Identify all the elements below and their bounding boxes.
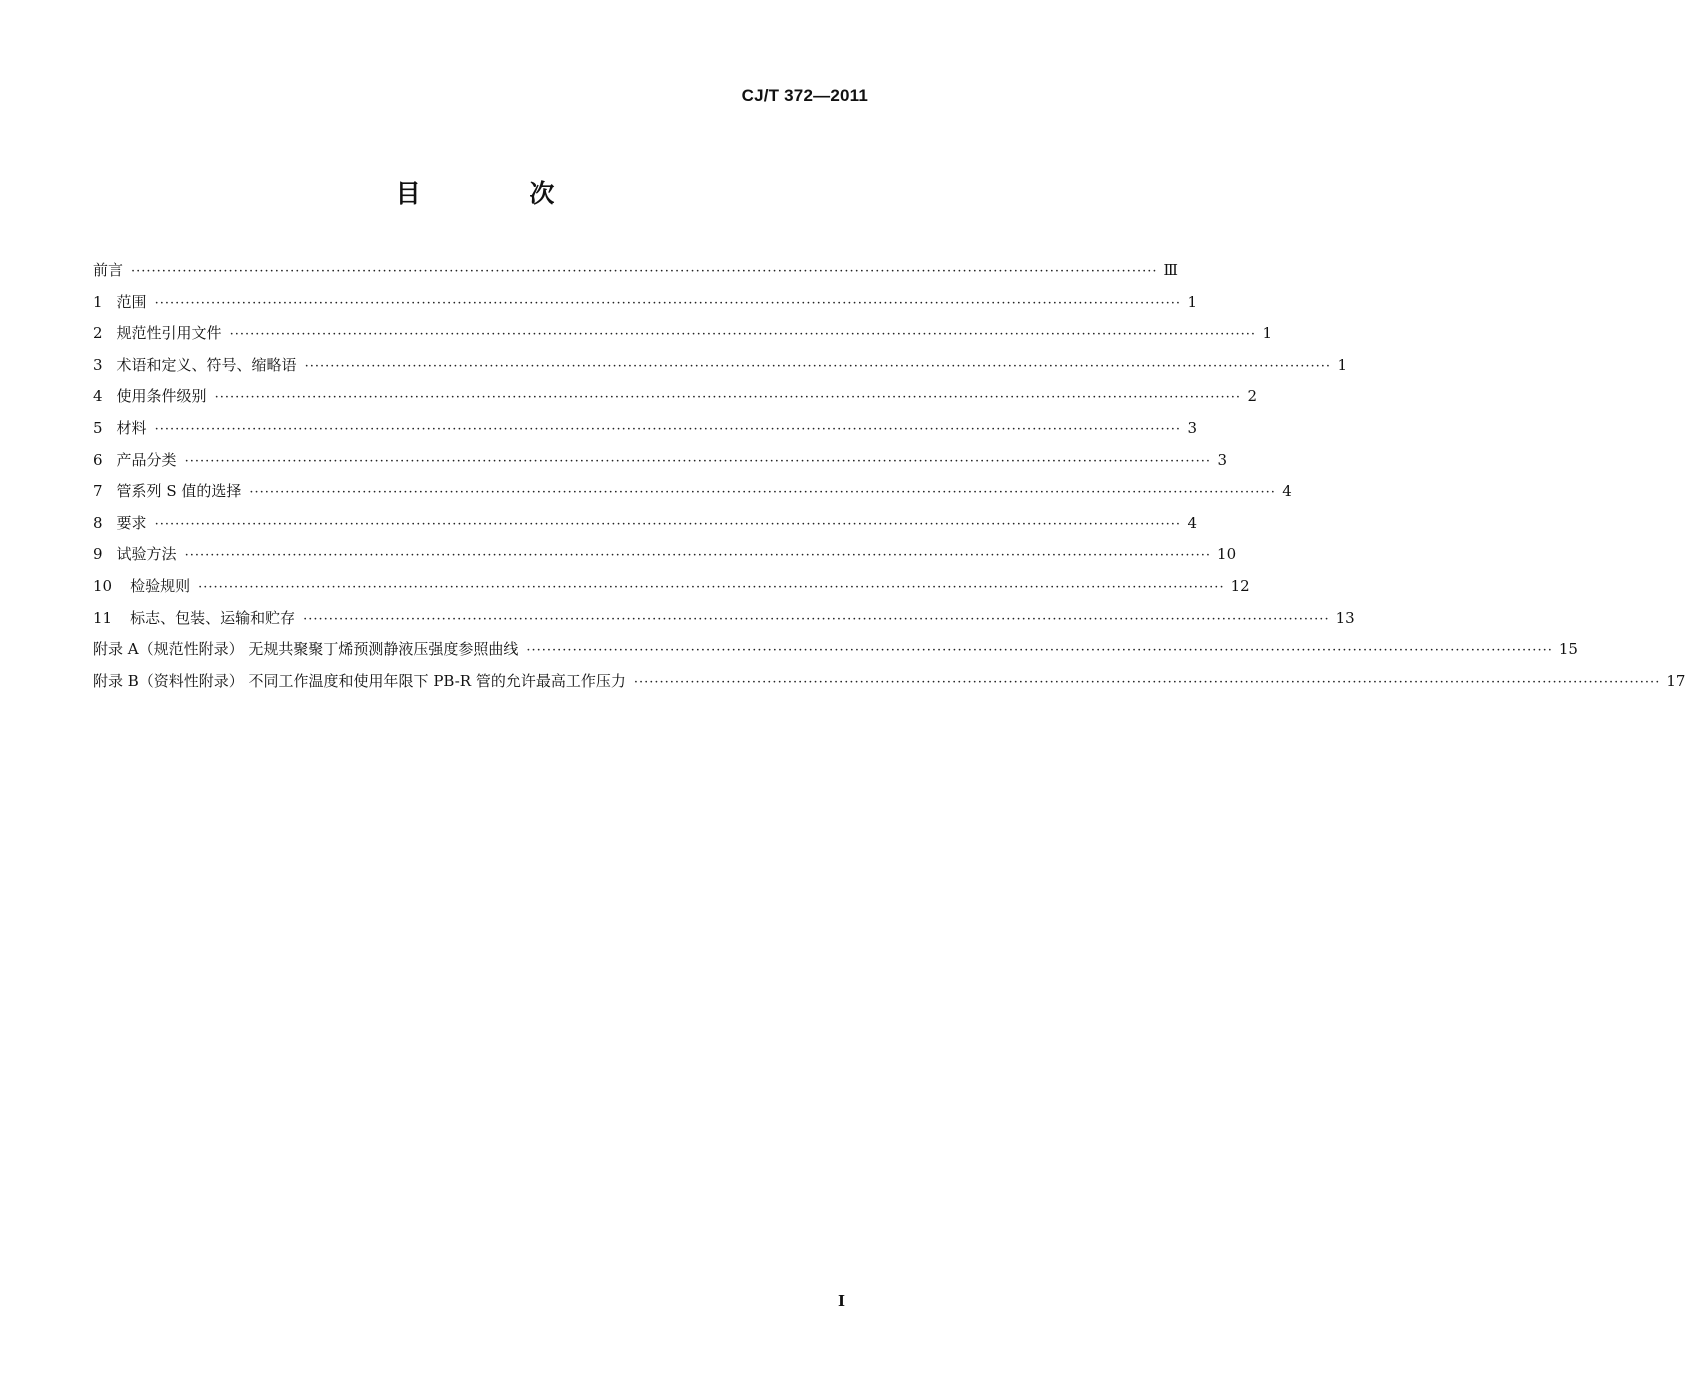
toc-leader-dots: ········································································································································································································ <box>131 264 1158 279</box>
toc-label: 材料 <box>116 418 147 437</box>
toc-number: 6 <box>93 450 103 469</box>
toc-entry-9[interactable] <box>93 539 1237 571</box>
toc-label: 附录 A（规范性附录） 无规共聚聚丁烯预测静液压强度参照曲线 <box>93 640 519 659</box>
toc-leader-dots: ········································································································································································································ <box>154 516 1182 532</box>
toc-entry-6[interactable] <box>93 445 1228 477</box>
page-title: 目 次 <box>395 179 605 208</box>
toc-entry-7[interactable] <box>93 476 1292 508</box>
toc-number: 4 <box>93 387 103 406</box>
toc-entry-1[interactable] <box>93 287 1198 319</box>
toc-page-number: 3 <box>1187 418 1198 437</box>
toc-label: 附录 B（资料性附录） 不同工作温度和使用年限下 PB-R 管的允许最高工作压力 <box>93 671 626 690</box>
toc-number: 3 <box>93 355 103 374</box>
toc-page-number: Ⅲ <box>1163 261 1178 279</box>
toc-leader-dots: ········································································································································································································ <box>184 453 1212 469</box>
toc-label: 产品分类 <box>116 450 177 469</box>
toc-label: 使用条件级别 <box>116 387 207 406</box>
toc-leader-dots: ········································································································································································································ <box>154 295 1182 311</box>
toc-label: 试验方法 <box>116 545 177 564</box>
standard-code: CJ/T 372—2011 <box>741 86 868 105</box>
toc-page-number: 1 <box>1262 324 1273 343</box>
toc-entry-3[interactable] <box>93 350 1348 382</box>
toc-entry-preface[interactable] <box>93 255 1178 287</box>
toc-leader-dots: ········································································································································································································ <box>304 358 1332 374</box>
toc-page-number: 2 <box>1247 387 1258 406</box>
toc-number: 8 <box>93 513 103 532</box>
toc-label: 规范性引用文件 <box>116 324 222 343</box>
toc-number: 5 <box>93 418 103 437</box>
toc-leader-dots: ········································································································································································································ <box>184 548 1212 564</box>
toc-entry-11[interactable] <box>93 603 1355 635</box>
toc-entry-2[interactable] <box>93 318 1273 350</box>
toc-page-number: 13 <box>1335 608 1355 627</box>
toc-label: 要求 <box>116 513 147 532</box>
toc-leader-dots: ········································································································································································································ <box>633 674 1661 690</box>
toc-label: 检验规则 <box>130 576 191 595</box>
toc-label: 前言 <box>93 261 124 279</box>
toc-number: 10 <box>93 576 113 595</box>
toc-number: 9 <box>93 545 103 564</box>
toc-page-number: 1 <box>1187 292 1198 311</box>
toc-entry-annex-b[interactable] <box>93 666 1685 698</box>
toc-page-number: 4 <box>1187 513 1198 532</box>
toc-leader-dots: ········································································································································································································ <box>198 579 1225 595</box>
toc-leader-dots: ········································································································································································································ <box>249 485 1276 501</box>
toc-entry-5[interactable] <box>93 413 1198 445</box>
toc-entry-annex-a[interactable] <box>93 634 1578 666</box>
toc-number: 7 <box>93 482 103 501</box>
toc-page-number: 17 <box>1666 671 1685 690</box>
toc-entry-10[interactable] <box>93 571 1250 603</box>
toc-label: 管系列 S 值的选择 <box>116 482 242 501</box>
toc-entry-8[interactable] <box>93 508 1198 540</box>
toc-entry-4[interactable] <box>93 381 1258 413</box>
toc-page-number: 15 <box>1558 640 1578 659</box>
toc-leader-dots: ········································································································································································································ <box>229 327 1257 343</box>
toc-leader-dots: ········································································································································································································ <box>214 390 1242 406</box>
toc-label: 范围 <box>116 292 147 311</box>
toc-leader-dots: ········································································································································································································ <box>526 643 1553 659</box>
table-of-contents <box>93 255 1685 697</box>
toc-number: 2 <box>93 324 103 343</box>
toc-page-number: 12 <box>1230 576 1250 595</box>
toc-leader-dots: ········································································································································································································ <box>154 421 1182 437</box>
page-number: I <box>838 1292 846 1310</box>
toc-page-number: 1 <box>1337 355 1348 374</box>
toc-leader-dots: ········································································································································································································ <box>303 611 1330 627</box>
toc-number: 11 <box>93 608 113 627</box>
toc-number: 1 <box>93 292 103 311</box>
toc-page-number: 4 <box>1282 482 1292 501</box>
toc-label: 术语和定义、符号、缩略语 <box>116 355 297 374</box>
toc-page-number: 3 <box>1217 450 1228 469</box>
toc-page-number: 10 <box>1217 545 1237 564</box>
toc-label: 标志、包装、运输和贮存 <box>130 608 296 627</box>
